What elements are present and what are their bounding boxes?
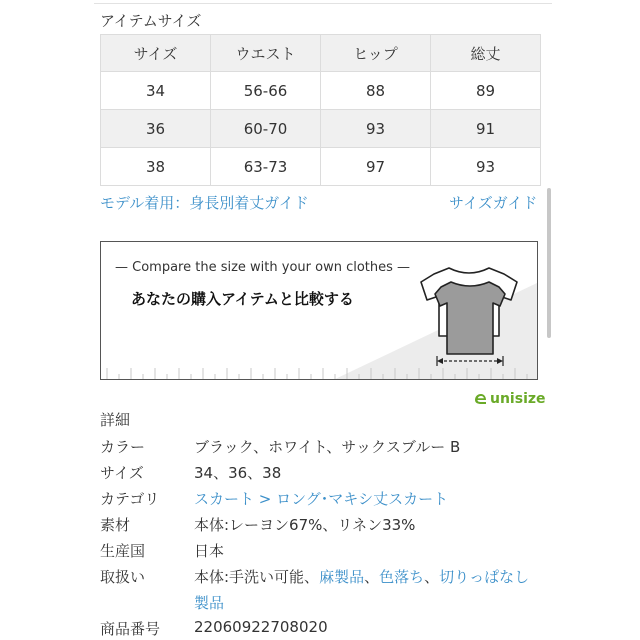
detail-row-origin xyxy=(100,540,550,560)
detail-row-care xyxy=(100,566,550,586)
table-cell: 38 xyxy=(101,148,211,186)
model-size-guide-link[interactable]: モデル着用：身長別着丈ガイド xyxy=(100,194,309,212)
detail-row-code xyxy=(100,618,550,638)
table-cell: 93 xyxy=(321,110,431,148)
detail-row-size xyxy=(100,462,550,482)
compare-english-caption: — Compare the size with your own clothes — xyxy=(115,260,411,275)
care-prefix: 本体:手洗い可能、 xyxy=(194,568,320,586)
scrollbar[interactable] xyxy=(547,188,551,338)
table-cell: 93 xyxy=(431,148,541,186)
size-label: サイズ xyxy=(100,464,144,482)
table-cell: 91 xyxy=(431,110,541,148)
compare-japanese-heading: あなたの購入アイテムと比較する xyxy=(131,290,354,308)
table-header: サイズ xyxy=(101,35,211,72)
color-label: カラー xyxy=(100,438,146,456)
category-label: カテゴリ xyxy=(100,490,160,508)
table-header-row xyxy=(101,35,541,72)
product-code-label: 商品番号 xyxy=(100,620,161,638)
detail-row-color xyxy=(100,436,550,456)
unisize-brand xyxy=(474,391,546,407)
product-code-value: 22060922708020 xyxy=(194,618,328,636)
table-cell: 89 xyxy=(431,72,541,110)
details-title: 詳細 xyxy=(100,411,131,429)
table-cell: 56-66 xyxy=(211,72,321,110)
table-cell: 63-73 xyxy=(211,148,321,186)
size-value: 34、36、38 xyxy=(194,464,282,482)
detail-row-care-cont xyxy=(100,592,550,612)
care-separator: 、 xyxy=(364,568,380,586)
detail-row-category xyxy=(100,488,550,508)
origin-value: 日本 xyxy=(194,542,225,560)
care-separator: 、 xyxy=(424,568,440,586)
size-guide-link[interactable]: サイズガイド xyxy=(449,194,538,212)
top-divider xyxy=(94,3,552,4)
care-value xyxy=(194,566,529,587)
material-value: 本体:レーヨン67%、リネン33% xyxy=(194,516,416,534)
table-cell: 97 xyxy=(321,148,431,186)
table-cell: 88 xyxy=(321,72,431,110)
raw-edge-link-cont[interactable]: 製品 xyxy=(194,594,225,612)
table-header: ヒップ xyxy=(321,35,431,72)
table-row xyxy=(101,72,541,110)
compare-size-banner[interactable] xyxy=(100,241,538,380)
detail-row-material xyxy=(100,514,550,534)
table-row xyxy=(101,110,541,148)
category-link[interactable]: スカート > ロング･マキシ丈スカート xyxy=(194,490,449,508)
color-fading-link[interactable]: 色落ち xyxy=(379,568,425,586)
table-cell: 34 xyxy=(101,72,211,110)
unisize-label: unisize xyxy=(490,391,546,407)
raw-edge-link[interactable]: 切りっぱなし xyxy=(439,568,530,586)
table-cell: 36 xyxy=(101,110,211,148)
table-row xyxy=(101,148,541,186)
table-cell: 60-70 xyxy=(211,110,321,148)
size-table xyxy=(100,34,541,186)
origin-label: 生産国 xyxy=(100,542,146,560)
material-label: 素材 xyxy=(100,516,131,534)
table-header: ウエスト xyxy=(211,35,321,72)
color-value: ブラック、ホワイト、サックスブルー B xyxy=(194,438,461,456)
item-size-title: アイテムサイズ xyxy=(100,12,202,30)
care-label: 取扱い xyxy=(100,568,146,586)
linen-care-link[interactable]: 麻製品 xyxy=(319,568,365,586)
table-header: 総丈 xyxy=(431,35,541,72)
unisize-logo-icon xyxy=(474,393,488,405)
